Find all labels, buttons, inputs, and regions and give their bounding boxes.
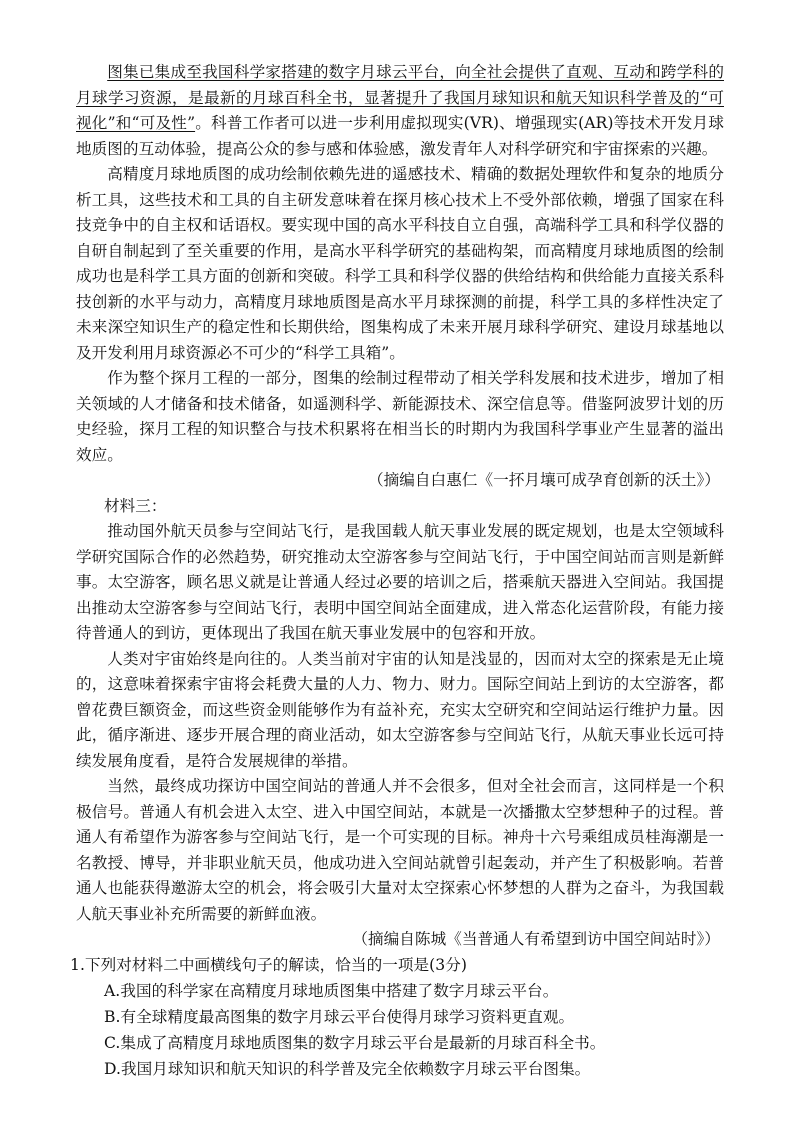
material3-paragraph-3: 当然，最终成功探访中国空间站的普通人并不会很多，但对全社会而言，这同样是一个积极信号。普通人有机会进入太空、进入中国空间站，本就是一次播撒太空梦想种子的过程。普通人有希望作为游客参与空间站飞行，是一个可实现的目标。神舟十六号乘组成员桂海潮是一名教授、博导，并非职业航天员，他成功进入空间站就曾引起轰动，并产生了积极影响。若普通人也能获得邀游太空的机会，将会吸引大量对太空探索心怀梦想的人群为之奋斗，为我国载人航天事业补充所需要的新鲜血液。 [76, 777, 724, 923]
material2-source: （摘编自白惠仁《一抔月壤可成孕育创新的沃土》） [367, 471, 720, 489]
option-c[interactable]: C.集成了高精度月球地质图集的数字月球云平台是最新的月球百科全书。 [104, 1034, 606, 1052]
option-b[interactable]: B.有全球精度最高图集的数字月球云平台使得月球学习资料更直观。 [104, 1008, 575, 1026]
material3-source: （摘编自陈城《当普通人有希望到访中国空间站时》） [352, 930, 720, 948]
material2-paragraph-1 [76, 60, 724, 162]
material2-paragraph-3: 作为整个探月工程的一部分，图集的绘制过程带动了相关学科发展和技术进步，增加了相关领域的人才储备和技术储备，如遥测科学、新能源技术、深空信息等。借鉴阿波罗计划的历史经验，探月工程的知识整合与技术积累将在相当长的时期内为我国科学事业产生显著的溢出效应。 [76, 369, 724, 464]
paragraph-text: 。科普工作者可以进一步利用虚拟现实(VR)、增强现实(AR)等技术开发月球地质图的互动体验，提高公众的参与感和体验感，激发青年人对科学研究和宇宙探索的兴趣。 [76, 114, 724, 158]
question-stem: 1.下列对材料二中画横线句子的解读，恰当的一项是(3分) [70, 955, 468, 974]
question-options [76, 978, 724, 1082]
exam-page [70, 60, 724, 1082]
material3-paragraph-2: 人类对宇宙始终是向往的。人类当前对宇宙的认知是浅显的，因而对太空的探索是无止境的，这意味着探索宇宙将会耗费大量的人力、物力、财力。国际空间站上到访的太空游客，都曾花费巨额资金，而这些资金则能够作为有益补充，充实太空研究和空间站运行维护力量。因此，循序渐进、逐步开展合理的商业活动，如太空游客参与空间站飞行，从航天事业长远可持续发展角度看，是符合发展规律的举措。 [76, 649, 724, 770]
option-d[interactable]: D.我国月球知识和航天知识的科学普及完全依赖数字月球云平台图集。 [104, 1060, 591, 1078]
option-a[interactable]: A.我国的科学家在高精度月球地质图集中搭建了数字月球云平台。 [104, 982, 559, 1000]
material2-paragraph-2: 高精度月球地质图的成功绘制依赖先进的遥感技术、精确的数据处理软件和复杂的地质分析工具，这些技术和工具的自主研发意味着在探月核心技术上不受外部依赖，增强了国家在科技竞争中的自主权和话语权。要实现中国的高水平科技自立自强，高端科学工具和科学仪器的自研自制起到了至关重要的作用，是高水平科学研究的基础构架，而高精度月球地质图的绘制成功也是科学工具方面的创新和突破。科学工具和科学仪器的供给结构和供给能力直接关系科技创新的水平与动力，高精度月球地质图是高水平月球探测的前提，科学工具的多样性决定了未来深空知识生产的稳定性和长期供给，图集构成了未来开展月球科学研究、建设月球基地以及开发利用月球资源必不可少的“科学工具箱”。 [76, 165, 724, 362]
material3-label: 材料三： [104, 496, 167, 515]
material3-paragraph-1: 推动国外航天员参与空间站飞行，是我国载人航天事业发展的既定规划，也是太空领域科学研究国际合作的必然趋势，研究推动太空游客参与空间站飞行，于中国空间站而言则是新鲜事。太空游客，顾名思义就是让普通人经过必要的培训之后，搭乘航天器进入空间站。我国提出推动太空游客参与空间站飞行，表明中国空间站全面建成，进入常态化运营阶段，有能力接待普通人的到访，更体现出了我国在航天事业发展中的包容和开放。 [76, 522, 724, 642]
underlined-sentence: 图集已集成至我国科学家搭建的数字月球云平台，向全社会提供了直观、互动和跨学科的月球学习资源，是最新的月球百科全书，显著提升了我国月球知识和航天知识科学普及的“可视化”和“可及性” [76, 63, 724, 132]
